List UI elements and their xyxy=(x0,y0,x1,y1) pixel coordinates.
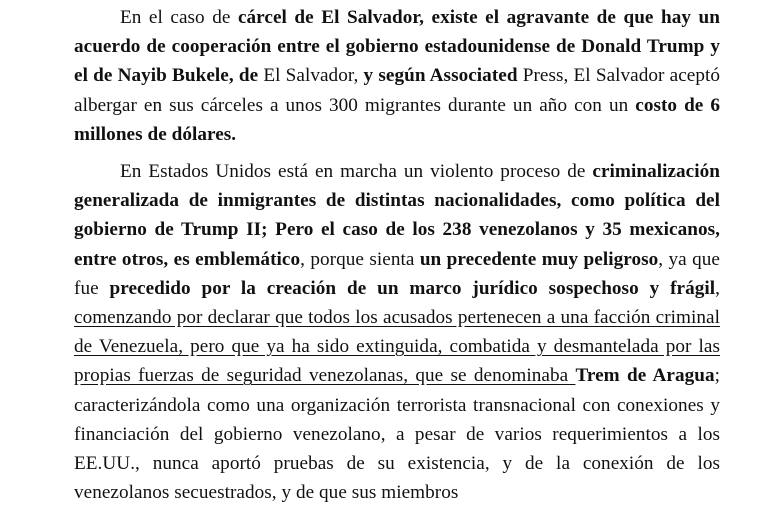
text-segment: , xyxy=(715,277,720,299)
text-segment: En el caso de xyxy=(120,7,238,28)
text-segment: , porque sienta xyxy=(300,248,420,270)
text-segment: , ya que fue xyxy=(74,248,720,299)
underlined-text-segment: comenzando por declarar que todos los acusados pertenecen a una facción criminal de Venezuela, pero que ya ha sido extinguida, combatida y desmantelada por las propias fuerzas de seguridad venezolanas, que se denominaba xyxy=(74,307,720,387)
bold-text-segment: precedido por la creación de un marco jurídico sospechoso y frágil xyxy=(109,277,716,299)
text-segment: ; caracterizándola como una organización terrorista transnacional con conexiones y financiación del gobierno venezolano, a pesar de varios requerimientos a los EE.UU., nunca aportó pruebas de su existencia, y de la conexión de los venezolanos secuestrados, y de que sus miembros xyxy=(74,365,721,504)
bold-text-segment: un precedente muy peligroso xyxy=(419,248,659,270)
paragraph-el-salvador xyxy=(74,3,720,149)
bold-text-segment: Trem de Aragua xyxy=(575,365,715,387)
bold-text-segment: cárcel de El Salvador, existe el agravante de que hay un acuerdo de cooperación entre el gobierno estadounidense de Donald Trump y el de Nayib Bukele, de xyxy=(74,7,720,87)
text-segment: En Estados Unidos está en marcha un violento proceso de xyxy=(120,161,593,183)
text-segment: Press, El Salvador aceptó albergar en sus cárceles a unos 300 migrantes durante un año con un xyxy=(74,65,720,116)
paragraph-estados-unidos xyxy=(74,157,720,507)
text-segment: El Salvador, xyxy=(258,65,364,87)
bold-text-segment: criminalización generalizada de inmigrantes de distintas nacionalidades, como política del gobierno de Trump II; Pero el caso de los 238 venezolanos y 35 mexicanos, entre otros, es emblemático xyxy=(74,161,720,270)
bold-text-segment: y según Associated xyxy=(363,65,518,87)
bold-text-segment: costo de 6 millones de dólares. xyxy=(74,94,720,145)
